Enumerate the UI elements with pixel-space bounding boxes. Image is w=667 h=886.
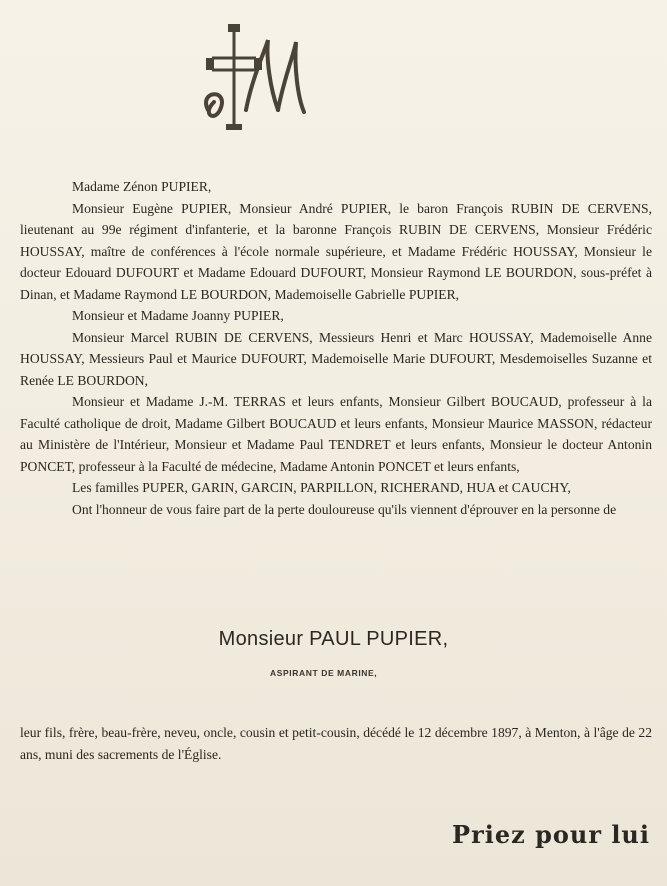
cross-monogram-icon <box>190 18 310 138</box>
line-madame-zenon: Madame Zénon PUPIER, <box>72 179 212 194</box>
line-familles: Les familles PUPER, GARIN, GARCIN, PARPILLON, RICHERAND, HUA et CAUCHY, <box>72 480 571 495</box>
paragraph-marcel: Monsieur Marcel RUBIN DE CERVENS, Messieurs Henri et Marc HOUSSAY, Mademoiselle Anne HOUSSAY, Messieurs Paul et Maurice DUFOURT, Mademoiselle Marie DUFOURT, Mesdemoiselles Suzanne et Renée LE BOURDON, <box>20 329 652 388</box>
closing-paragraph: leur fils, frère, beau-frère, neveu, oncle, cousin et petit-cousin, décédé le 12 décembre 1897, à Menton, à l'âge de 22 ans, muni des sacrements de l'Église. <box>20 725 652 762</box>
paragraph-eugene: Monsieur Eugène PUPIER, Monsieur André PUPIER, le baron François RUBIN DE CERVENS, lieutenant au 99e régiment d'infanterie, et la baronne François RUBIN DE CERVENS, Monsieur Frédéric HOUSSAY, maître de conférences à l'école normale supérieure, et Madame Frédéric HOUSSAY, Monsieur le docteur Edouard DUFOURT et Madame Edouard DUFOURT, Monsieur Raymond LE BOURDON, sous-préfet à Dinan, et Madame Raymond LE BOURDON, Mademoiselle Gabrielle PUPIER, <box>20 200 652 302</box>
prayer-line: Priez pour lui <box>452 820 650 849</box>
deceased-name: Monsieur PAUL PUPIER, <box>218 628 449 650</box>
deceased-rank: ASPIRANT DE MARINE, <box>270 668 378 678</box>
paragraph-terras: Monsieur et Madame J.-M. TERRAS et leurs enfants, Monsieur Gilbert BOUCAUD, professeur à la Faculté catholique de droit, Madame Gilbert BOUCAUD et leurs enfants, Monsieur Maurice MASSON, rédacteur au Ministère de l'Intérieur, Monsieur et Madame Paul TENDRET et leurs enfants, Monsieur le docteur Antonin PONCET, professeur à la Faculté de médecine, Madame Antonin PONCET et leurs enfants, <box>20 394 652 474</box>
line-joanny: Monsieur et Madame Joanny PUPIER, <box>72 308 284 323</box>
paragraph-honneur: Ont l'honneur de vous faire part de la perte douloureuse qu'ils viennent d'éprouver en la personne de <box>72 501 617 517</box>
